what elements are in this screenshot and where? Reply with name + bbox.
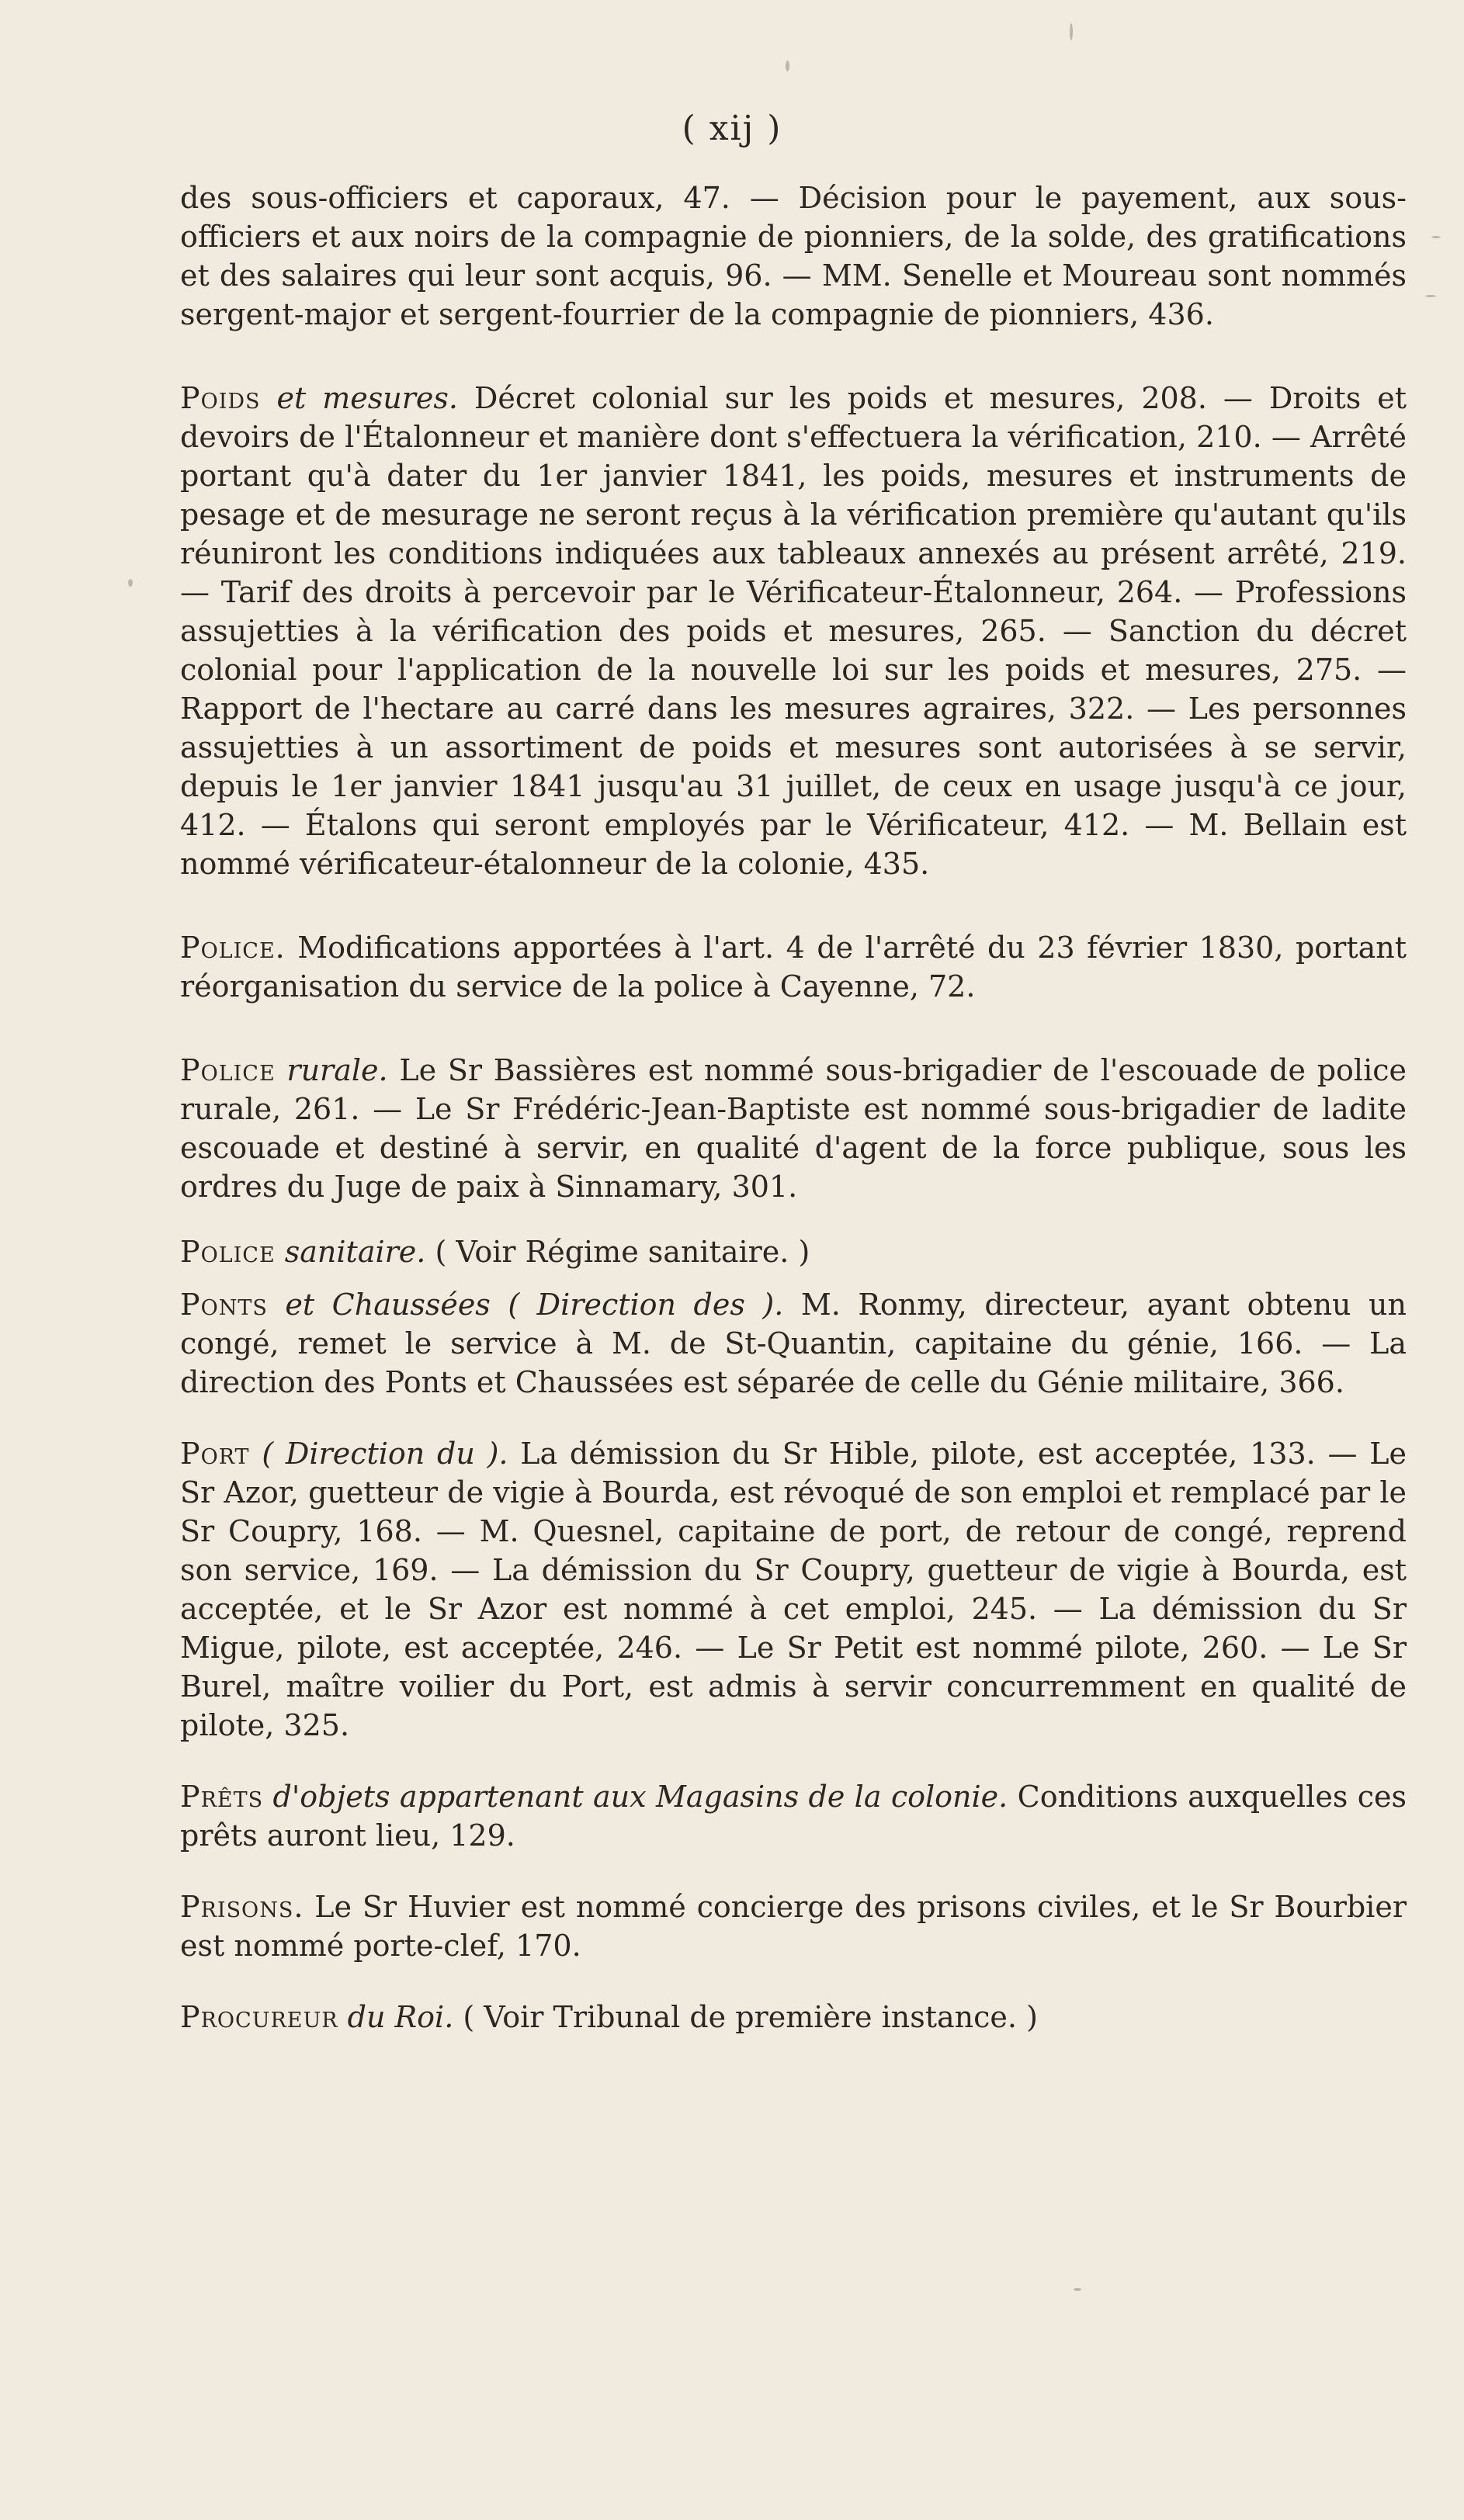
entry-heading: Port [180, 1437, 250, 1471]
entry-police [180, 928, 1407, 1006]
paper-speck [1425, 295, 1436, 297]
paper-speck [1070, 23, 1073, 40]
entry-text: des sous-officiers et caporaux, 47. — Décision pour le payement, aux sous-officiers et aux noirs de la compagnie de pionniers, de la solde, des gratifications et des salaires qui leur sont acquis, 96. — MM. Senelle et Moureau sont nommés sergent-major et sergent-fourrier de la compagnie de pionniers, 436. [180, 181, 1407, 331]
entry-text: Le Sr Bassières est nommé sous-brigadier de l'escouade de police rurale, 261. — Le Sr Frédéric-Jean-Baptiste est nommé sous-brigadier de ladite escouade et destiné à servir, en qualité d'agent de la force publique, sous les ordres du Juge de paix à Sinnamary, 301. [180, 1053, 1407, 1204]
entry-prets [180, 1777, 1407, 1855]
entry-subheading: et mesures. [276, 381, 458, 415]
entry-procureur [180, 1998, 1407, 2036]
entry-subheading: du Roi. [347, 2000, 454, 2034]
paper-speck [1431, 236, 1441, 238]
entry-police-sanitaire [180, 1232, 1407, 1271]
entry-subheading: rurale. [286, 1053, 388, 1087]
entry-text: Le Sr Huvier est nommé concierge des prisons civiles, et le Sr Bourbier est nommé porte-clef, 170. [180, 1890, 1407, 1963]
entry-text: Modifications apportées à l'art. 4 de l'arrêté du 23 février 1830, portant réorganisation du service de la police à Cayenne, 72. [180, 931, 1407, 1003]
entry-subheading: ( Direction du ). [262, 1437, 508, 1471]
entry-text: M. Ronmy, directeur, ayant obtenu un congé, remet le service à M. de St-Quantin, capitaine du génie, 166. — La direction des Ponts et Chaussées est séparée de celle du Génie militaire, 366. [180, 1288, 1407, 1399]
entry-heading: Ponts [180, 1288, 268, 1322]
entry-heading: Poids [180, 381, 261, 415]
entry-heading: Prisons. [180, 1890, 304, 1924]
entry-text: Conditions auxquelles ces prêts auront lieu, 129. [180, 1780, 1407, 1853]
entry-heading: Police [180, 1053, 276, 1087]
page-number: ( xij ) [682, 109, 782, 148]
entry-heading: Prêts [180, 1780, 264, 1814]
entry-subheading: d'objets appartenant aux Magasins de la colonie. [272, 1780, 1008, 1814]
paper-speck [1074, 2288, 1081, 2291]
paper-speck [786, 61, 789, 71]
entry-heading: Police [180, 1235, 276, 1269]
entry-text: ( Voir Tribunal de première instance. ) [463, 2000, 1038, 2034]
index-text [180, 179, 1407, 2085]
entry-text: Décret colonial sur les poids et mesures, 208. — Droits et devoirs de l'Étalonneur et manière dont s'effectuera la vérification, 210. — Arrêté portant qu'à dater du 1er janvier 1841, les poids, mesures et instruments de pesage et de mesurage ne seront reçus à la vérification première qu'autant qu'ils réuniront les conditions indiquées aux tableaux annexés au présent arrêté, 219. — Tarif des droits à percevoir par le Vérificateur-Étalonneur, 264. — Professions assujetties à la vérification des poids et mesures, 265. — Sanction du décret colonial pour l'application de la nouvelle loi sur les poids et mesures, 275. — Rapport de l'hectare au carré dans les mesures agraires, 322. — Les personnes assujetties à un assortiment de poids et mesures sont autorisées à se servir, depuis le 1er janvier 1841 jusqu'au 31 juillet, de ceux en usage jusqu'à ce jour, 412. — Étalons qui seront employés par le Vérificateur, 412. — M. Bellain est nommé vérificateur-étalonneur de la colonie, 435. [180, 381, 1407, 881]
entry-subheading: sanitaire. [284, 1235, 426, 1269]
entry-heading: Police. [180, 931, 286, 965]
entry-poids [180, 379, 1407, 883]
entry-continuation [180, 179, 1407, 334]
paper-speck [128, 579, 133, 587]
entry-text: La démission du Sr Hible, pilote, est acceptée, 133. — Le Sr Azor, guetteur de vigie à Bourda, est révoqué de son emploi et remplacé par le Sr Coupry, 168. — M. Quesnel, capitaine de port, de retour de congé, reprend son service, 169. — La démission du Sr Coupry, guetteur de vigie à Bourda, est acceptée, et le Sr Azor est nommé à cet emploi, 245. — La démission du Sr Migue, pilote, est acceptée, 246. — Le Sr Petit est nommé pilote, 260. — Le Sr Burel, maître voilier du Port, est admis à servir concurremment en qualité de pilote, 325. [180, 1437, 1407, 1742]
entry-port [180, 1434, 1407, 1745]
entry-heading: Procureur [180, 2000, 338, 2034]
entry-police-rurale [180, 1051, 1407, 1206]
entry-text: ( Voir Régime sanitaire. ) [435, 1235, 810, 1269]
entry-prisons [180, 1887, 1407, 1965]
entry-ponts [180, 1285, 1407, 1402]
entry-subheading: et Chaussées ( Direction des ). [285, 1288, 784, 1322]
